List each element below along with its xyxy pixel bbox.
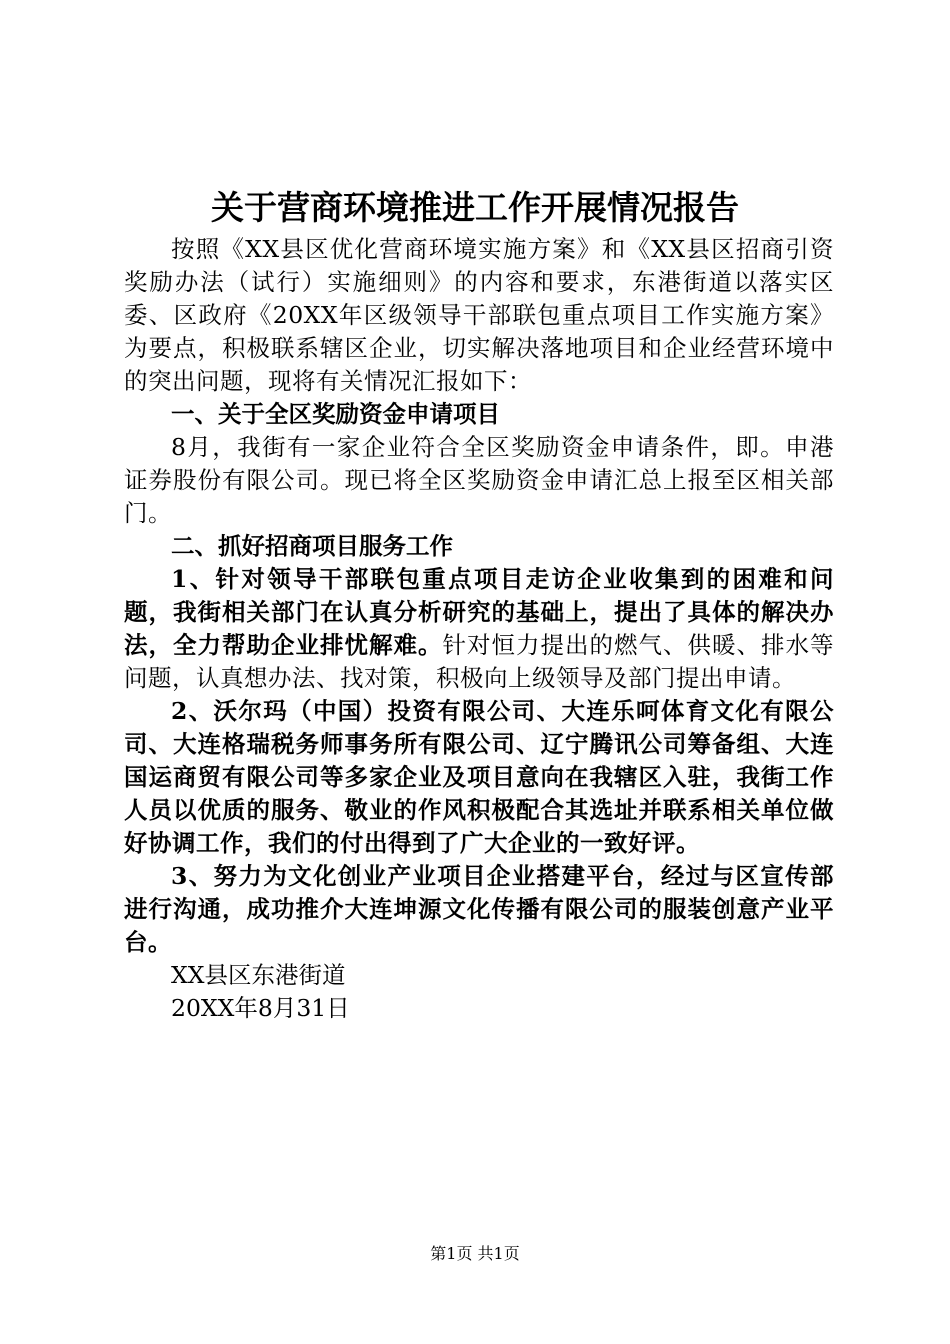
item1-paragraph: [124, 563, 834, 695]
signature-org: XX县区东港街道: [171, 961, 346, 989]
page-footer: 第1页 共1页: [430, 1244, 520, 1263]
signature-date: 20XX年8月31日: [171, 994, 350, 1022]
item1-rest-text: 针对恒力提出的燃气、供暖、排水等问题，认真想办法、找对策，积极向上级领导及部门提出申请。: [124, 631, 834, 692]
intro-paragraph: 按照《XX县区优化营商环境实施方案》和《XX县区招商引资奖励办法（试行）实施细则》的内容和要求，东港街道以落实区委、区政府《20XX年区级领导干部联包重点项目工作实施方案》为要点，积极联系辖区企业，切实解决落地项目和企业经营环境中的突出问题，现将有关情况汇报如下：: [124, 235, 834, 395]
section2-heading: 二、抓好招商项目服务工作: [171, 532, 453, 560]
item1-bold-text: 1、针对领导干部联包重点项目走访企业收集到的困难和问题，我街相关部门在认真分析研究的基础上，提出了具体的解决办法，全力帮助企业排忧解难。: [124, 565, 834, 659]
item2-paragraph: 2、沃尔玛（中国）投资有限公司、大连乐呵体育文化有限公司、大连格瑞税务师事务所有限公司、辽宁腾讯公司筹备组、大连国运商贸有限公司等多家企业及项目意向在我辖区入驻，我街工作人员以优质的服务、敬业的作风积极配合其选址并联系相关单位做好协调工作，我们的付出得到了广大企业的一致好评。: [124, 697, 834, 857]
section1-heading: 一、关于全区奖励资金申请项目: [171, 400, 500, 428]
document-body: [124, 233, 834, 1025]
document-title: 关于营商环境推进工作开展情况报告: [211, 188, 739, 227]
section1-paragraph: 8月，我街有一家企业符合全区奖励资金申请条件，即。申港证券股份有限公司。现已将全区奖励资金申请汇总上报至区相关部门。: [124, 433, 834, 527]
item3-paragraph: 3、努力为文化创业产业项目企业搭建平台，经过与区宣传部进行沟通，成功推介大连坤源文化传播有限公司的服装创意产业平台。: [124, 862, 834, 956]
